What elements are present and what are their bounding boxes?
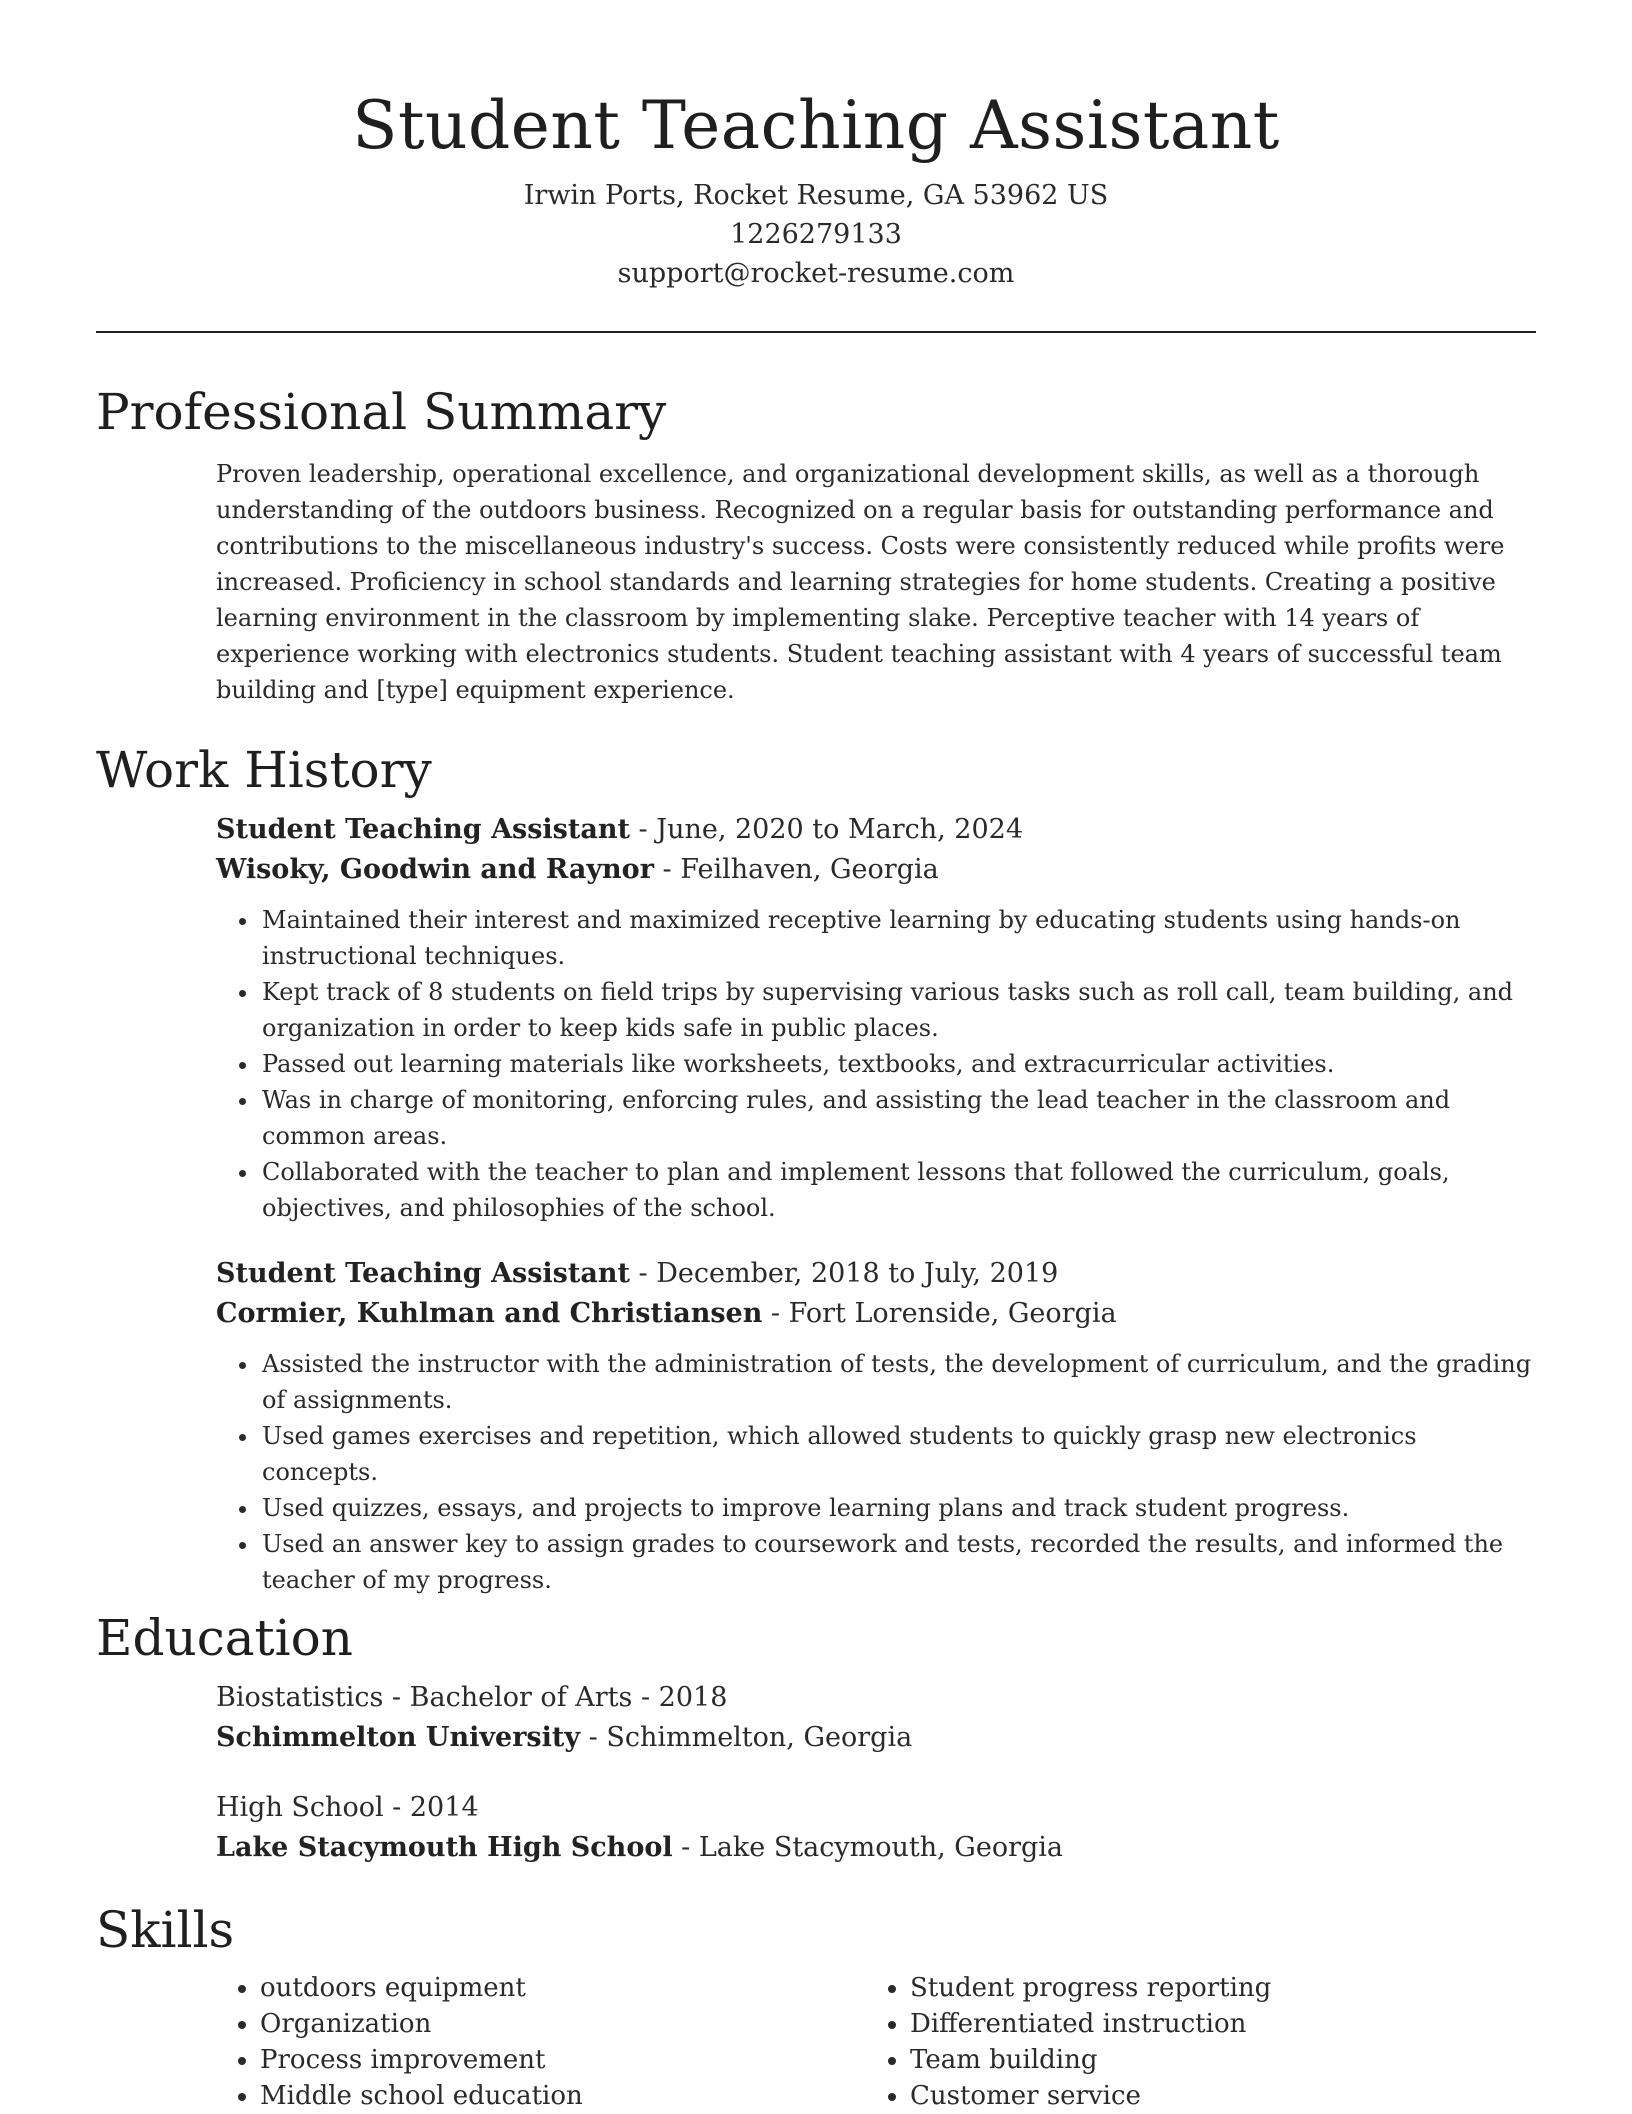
contact-phone: 1226279133 [730,219,902,250]
header-divider [96,331,1536,333]
skills-list [866,1970,1516,2114]
education-location: - Lake Stacymouth, Georgia [672,1832,1064,1863]
resume-page [96,0,1536,2111]
job-bullet: • Maintained their interest and maximized receptive learning by educating students using hands-on instructional techniques. [260,902,1536,974]
job-company-line [216,1294,1536,1334]
summary-heading: Professional Summary [96,383,667,441]
skill-item: • Differentiated instruction [910,2006,1516,2042]
job-location: - Fort Lorenside, Georgia [762,1298,1117,1329]
skills-grid [216,1970,1536,2114]
job-company: Wisoky, Goodwin and Raynor [216,854,654,885]
job-bullet: • Used games exercises and repetition, which allowed students to quickly grasp new electronics concepts. [260,1418,1536,1490]
skill-item: • Middle school education [260,2078,866,2114]
job-bullet: • Used quizzes, essays, and projects to improve learning plans and track student progress. [260,1490,1536,1526]
skills-section [96,1900,1536,2114]
summary-section [96,382,1536,708]
skill-item: • Student progress reporting [910,1970,1516,2006]
job-dates: - June, 2020 to March, 2024 [629,814,1024,845]
contact-address: Irwin Ports, Rocket Resume, GA 53962 US [523,180,1109,211]
education-entry [216,1678,1536,1758]
job-location: - Feilhaven, Georgia [653,854,939,885]
resume-header [96,0,1536,333]
job-bullet: • Kept track of 8 students on field trips by supervising various tasks such as roll call, team building, and organization in order to keep kids safe in public places. [260,974,1536,1046]
skill-item: • Customer service [910,2078,1516,2114]
education-school-line [216,1828,1536,1868]
job-bullet: • Assisted the instructor with the administration of tests, the development of curriculum, and the grading of assignments. [260,1346,1536,1418]
job-company-line [216,850,1536,890]
education-location: - Schimmelton, Georgia [580,1722,913,1753]
skill-item: • Team building [910,2042,1516,2078]
education-section [96,1608,1536,1868]
education-degree: High School - 2014 [216,1792,479,1823]
skill-item: • outdoors equipment [260,1970,866,2006]
job-title-line [216,810,1536,850]
education-school: Lake Stacymouth High School [216,1832,673,1863]
job-dates: - December, 2018 to July, 2019 [629,1258,1059,1289]
education-heading: Education [96,1609,353,1667]
job-bullet: • Used an answer key to assign grades to coursework and tests, recorded the results, and informed the teacher of my progress. [260,1526,1536,1598]
job-entry [216,1254,1536,1598]
work-history-section [96,740,1536,1598]
contact-email: support@rocket-resume.com [617,258,1015,289]
job-bullet: • Collaborated with the teacher to plan and implement lessons that followed the curriculum, goals, objectives, and philosophies of the school. [260,1154,1536,1226]
work-history-heading: Work History [96,741,432,799]
education-school-line [216,1718,1536,1758]
job-entry [216,810,1536,1226]
summary-text: Proven leadership, operational excellence, and organizational development skills, as well as a thorough understanding of the outdoors business. Recognized on a regular basis for outstanding performance and contributions to the miscellaneous industry's success. Costs were consistently reduced while profits were increased. Proficiency in school standards and learning strategies for home students. Creating a positive learning environment in the classroom by implementing slake. Perceptive teacher with 14 years of experience working with electronics students. Student teaching assistant with 4 years of successful team building and [type] equipment experience. [216,460,1505,704]
skills-list [216,1970,866,2114]
job-title: Student Teaching Assistant [216,1258,630,1289]
resume-title: Student Teaching Assistant [352,87,1280,164]
job-bullet: • Passed out learning materials like worksheets, textbooks, and extracurricular activities. [260,1046,1536,1082]
education-degree: Biostatistics - Bachelor of Arts - 2018 [216,1682,728,1713]
skills-column-right [866,1970,1516,2114]
job-bullets [216,902,1536,1226]
skill-item: • Process improvement [260,2042,866,2078]
education-school: Schimmelton University [216,1722,581,1753]
contact-info [96,176,1536,293]
job-title-line [216,1254,1536,1294]
education-entry [216,1788,1536,1868]
job-bullet: • Was in charge of monitoring, enforcing rules, and assisting the lead teacher in the classroom and common areas. [260,1082,1536,1154]
job-title: Student Teaching Assistant [216,814,630,845]
job-company: Cormier, Kuhlman and Christiansen [216,1298,763,1329]
skills-column-left [216,1970,866,2114]
job-bullets [216,1346,1536,1598]
skill-item: • Organization [260,2006,866,2042]
skills-heading: Skills [96,1901,235,1959]
